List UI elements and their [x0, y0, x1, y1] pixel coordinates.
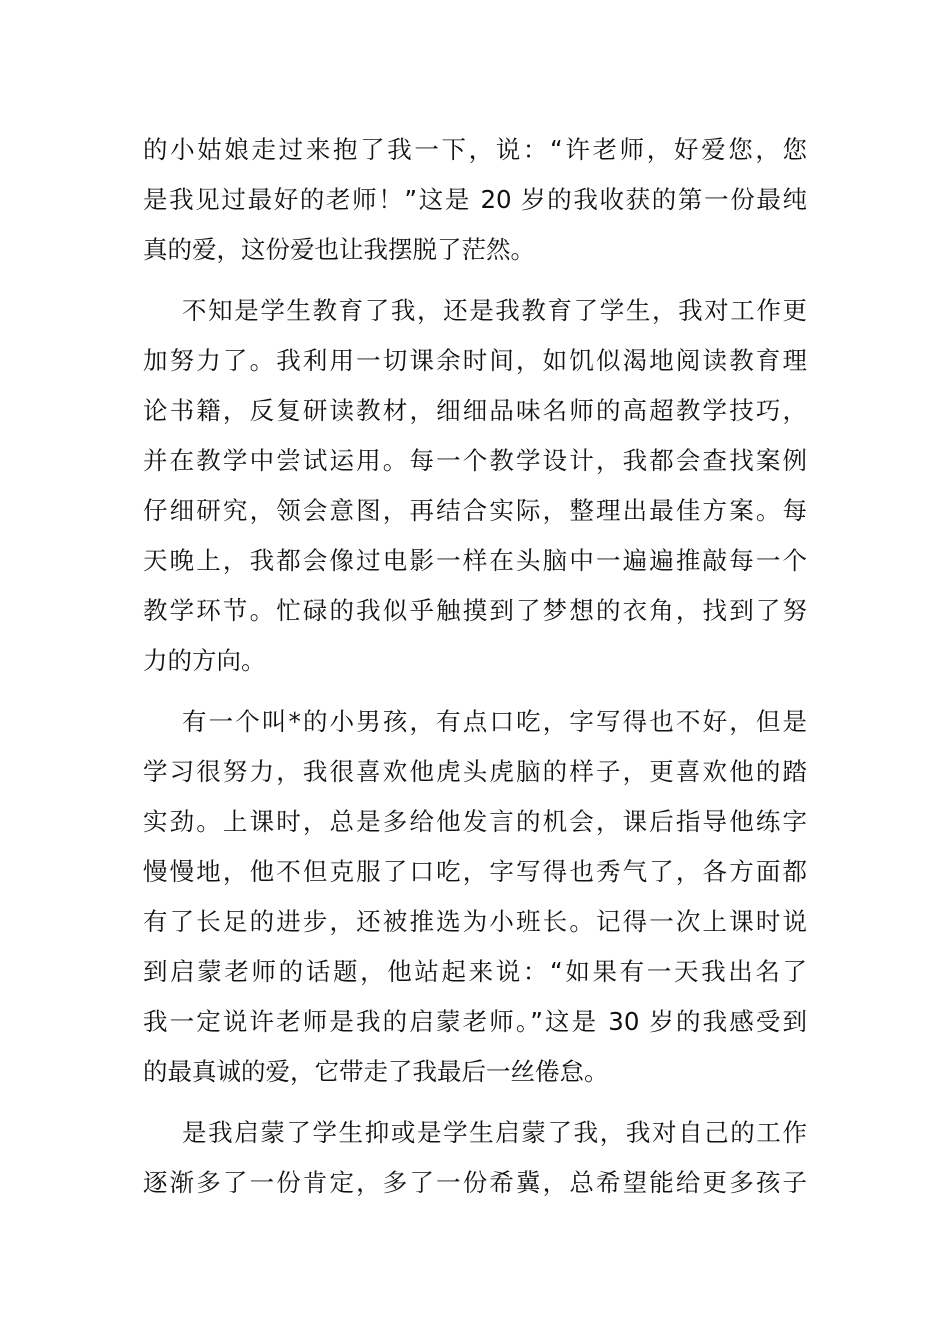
paragraph-3-line-3: 实劲。上课时，总是多给他发言的机会，课后指导他练字 [143, 807, 807, 836]
paragraph-3-line-8: 的最真诚的爱，它带走了我最后一丝倦怠。 [143, 1057, 609, 1086]
paragraph-1-line-3: 真的爱，这份爱也让我摆脱了茫然。 [143, 235, 535, 264]
paragraph-3-line-1: 有一个叫*的小男孩，有点口吃，字写得也不好，但是 [182, 707, 807, 736]
paragraph-2-line-4: 并在教学中尝试运用。每一个教学设计，我都会查找案例 [143, 446, 807, 475]
paragraph-3-line-4: 慢慢地，他不但克服了口吃，字写得也秀气了，各方面都 [143, 857, 807, 886]
paragraph-4-line-1: 是我启蒙了学生抑或是学生启蒙了我，我对自己的工作 [182, 1118, 807, 1147]
paragraph-2-line-7: 教学环节。忙碌的我似乎触摸到了梦想的衣角，找到了努 [143, 596, 807, 625]
paragraph-2-line-3: 论书籍，反复研读教材，细细品味名师的高超教学技巧， [143, 396, 807, 425]
paragraph-2-line-8: 力的方向。 [143, 646, 266, 675]
paragraph-3-line-2: 学习很努力，我很喜欢他虎头虎脑的样子，更喜欢他的踏 [143, 757, 807, 786]
paragraph-3-line-5: 有了长足的进步，还被推选为小班长。记得一次上课时说 [143, 907, 807, 936]
paragraph-3-line-6: 到启蒙老师的话题，他站起来说：“如果有一天我出名了 [143, 957, 807, 986]
paragraph-2-line-6: 天晚上，我都会像过电影一样在头脑中一遍遍推敲每一个 [143, 546, 807, 575]
paragraph-2-line-1: 不知是学生教育了我，还是我教育了学生，我对工作更 [182, 296, 807, 325]
paragraph-1-line-1: 的小姑娘走过来抱了我一下，说：“许老师，好爱您，您 [143, 135, 807, 164]
paragraph-2-line-2: 加努力了。我利用一切课余时间，如饥似渴地阅读教育理 [143, 346, 807, 375]
paragraph-1-line-2: 是我见过最好的老师！”这是 20 岁的我收获的第一份最纯 [143, 185, 807, 214]
paragraph-3-line-7: 我一定说许老师是我的启蒙老师。”这是 30 岁的我感受到 [143, 1007, 807, 1036]
paragraph-2-line-5: 仔细研究，领会意图，再结合实际，整理出最佳方案。每 [143, 496, 807, 525]
paragraph-4-line-2: 逐渐多了一份肯定，多了一份希冀，总希望能给更多孩子 [143, 1168, 807, 1197]
